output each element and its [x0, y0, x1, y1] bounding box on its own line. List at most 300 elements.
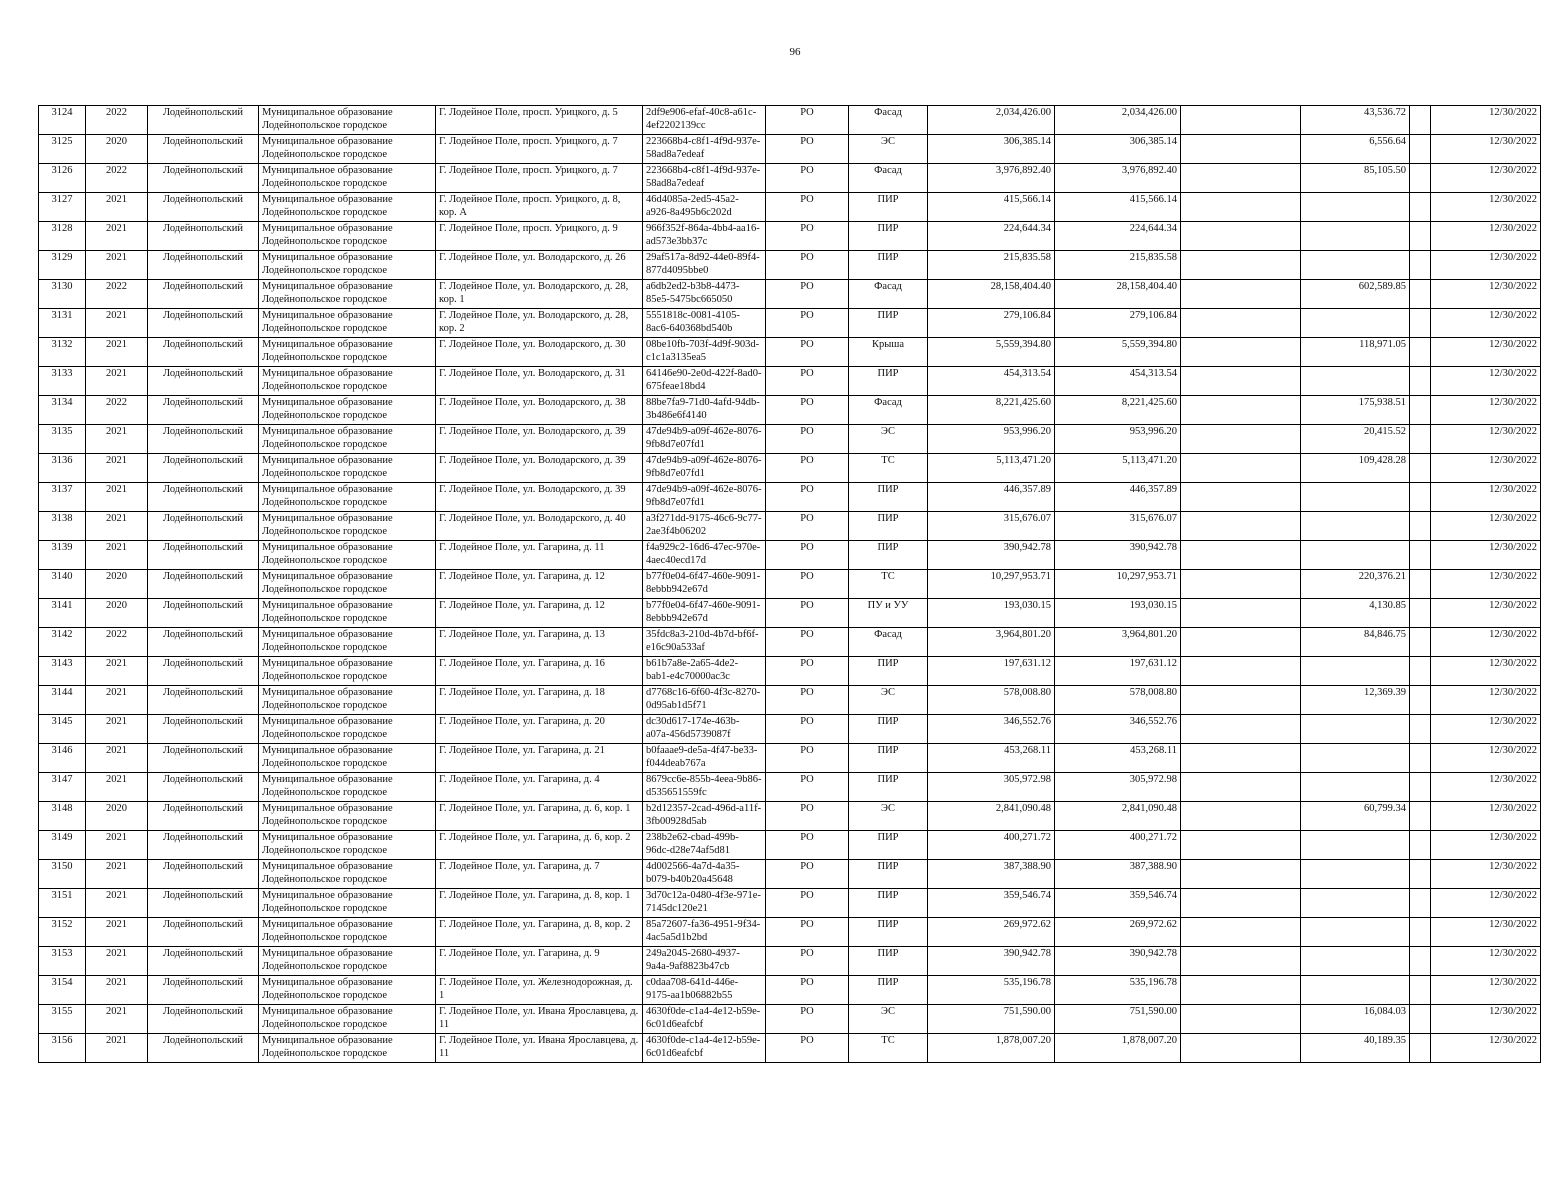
type-cell: [766, 657, 849, 686]
cost-cell: [928, 193, 1055, 222]
work-type-text: ПИР: [877, 861, 899, 872]
guid-text: 5551818c-0081-4105-8ac6-640368bd540b: [646, 310, 740, 334]
guid-text: b61b7a8e-2a65-4de2-bab1-e4c70000ac3c: [646, 658, 739, 682]
year-cell: [86, 889, 148, 918]
cost-total-text: 197,631.12: [1129, 658, 1177, 669]
row-number-cell: [39, 715, 86, 744]
type-cell: [766, 715, 849, 744]
fee-cell: [1301, 947, 1410, 976]
guid-cell: [643, 222, 766, 251]
work-type-cell: [849, 657, 928, 686]
district-cell: [148, 599, 259, 628]
work-type-cell: [849, 889, 928, 918]
cost-cell: [928, 773, 1055, 802]
cost-text: 315,676.07: [1003, 513, 1051, 524]
year-text: 2021: [106, 542, 127, 553]
cost-cell: [928, 512, 1055, 541]
date-cell: [1431, 454, 1541, 483]
district-text: Лодейнопольский: [162, 977, 244, 988]
type-cell: [766, 251, 849, 280]
date-text: 12/30/2022: [1489, 484, 1537, 495]
cost-total-text: 1,878,007.20: [1121, 1035, 1177, 1046]
empty-cell: [1181, 860, 1301, 889]
cost-total-text: 5,113,471.20: [1122, 455, 1177, 466]
cost-text: 305,972.98: [1003, 774, 1051, 785]
cost-text: 2,034,426.00: [995, 107, 1051, 118]
district-cell: [148, 947, 259, 976]
guid-text: 249a2045-2680-4937-9a4a-9af8823b47cb: [646, 948, 740, 972]
municipality-text: Муниципальное образование Лодейнопольское городское: [262, 310, 393, 334]
municipality-cell: [259, 396, 436, 425]
cost-cell: [928, 541, 1055, 570]
address-text: Г. Лодейное Поле, ул. Володарского, д. 30: [439, 339, 626, 350]
address-text: Г. Лодейное Поле, просп. Урицкого, д. 5: [439, 107, 618, 118]
fee-text: 6,556.64: [1369, 136, 1406, 147]
municipality-cell: [259, 454, 436, 483]
address-text: Г. Лодейное Поле, ул. Гагарина, д. 7: [439, 861, 600, 872]
address-cell: [436, 831, 643, 860]
type-text: РО: [800, 977, 814, 988]
address-text: Г. Лодейное Поле, ул. Володарского, д. 28, кор. 1: [439, 281, 629, 305]
empty-cell: [1181, 367, 1301, 396]
date-cell: [1431, 918, 1541, 947]
cost-cell: [928, 280, 1055, 309]
fee-cell: [1301, 251, 1410, 280]
cost-cell: [928, 396, 1055, 425]
municipality-text: Муниципальное образование Лодейнопольское городское: [262, 223, 393, 247]
year-cell: [86, 802, 148, 831]
fee-cell: [1301, 106, 1410, 135]
cost-text: 390,942.78: [1003, 542, 1051, 553]
address-text: Г. Лодейное Поле, просп. Урицкого, д. 8, кор. А: [439, 194, 621, 218]
fee-cell: [1301, 599, 1410, 628]
district-text: Лодейнопольский: [162, 368, 244, 379]
district-cell: [148, 773, 259, 802]
municipality-cell: [259, 628, 436, 657]
type-text: РО: [800, 774, 814, 785]
fee-cell: [1301, 889, 1410, 918]
year-text: 2021: [106, 223, 127, 234]
row-number-text: 3136: [51, 455, 73, 466]
fee-cell: [1301, 222, 1410, 251]
fee-cell: [1301, 193, 1410, 222]
empty-cell: [1181, 309, 1301, 338]
year-cell: [86, 1005, 148, 1034]
guid-cell: [643, 135, 766, 164]
address-cell: [436, 512, 643, 541]
cost-cell: [928, 309, 1055, 338]
work-type-cell: [849, 309, 928, 338]
year-text: 2021: [106, 1006, 127, 1017]
empty-cell: [1181, 396, 1301, 425]
year-text: 2022: [106, 107, 127, 118]
address-text: Г. Лодейное Поле, ул. Володарского, д. 39: [439, 426, 626, 437]
work-type-cell: [849, 1005, 928, 1034]
row-number-cell: [39, 251, 86, 280]
work-type-text: ПУ и УУ: [867, 600, 909, 611]
year-cell: [86, 512, 148, 541]
cost-total-cell: [1055, 454, 1181, 483]
district-cell: [148, 483, 259, 512]
municipality-text: Муниципальное образование Лодейнопольское городское: [262, 629, 393, 653]
cost-total-cell: [1055, 512, 1181, 541]
cost-total-text: 578,008.80: [1129, 687, 1177, 698]
row-number-text: 3147: [51, 774, 73, 785]
municipality-text: Муниципальное образование Лодейнопольское городское: [262, 397, 393, 421]
cost-total-cell: [1055, 686, 1181, 715]
fee-cell: [1301, 773, 1410, 802]
work-type-text: ПИР: [877, 658, 899, 669]
empty-cell: [1181, 628, 1301, 657]
date-text: 12/30/2022: [1489, 832, 1537, 843]
cost-total-cell: [1055, 135, 1181, 164]
year-text: 2021: [106, 484, 127, 495]
fee-cell: [1301, 1005, 1410, 1034]
table-row: [39, 1034, 1541, 1063]
row-number-cell: [39, 367, 86, 396]
row-number-text: 3152: [51, 919, 73, 930]
address-text: Г. Лодейное Поле, ул. Гагарина, д. 4: [439, 774, 600, 785]
cost-text: 578,008.80: [1003, 687, 1051, 698]
cost-cell: [928, 570, 1055, 599]
cost-total-text: 215,835.58: [1129, 252, 1177, 263]
row-number-text: 3144: [51, 687, 73, 698]
date-text: 12/30/2022: [1489, 861, 1537, 872]
year-cell: [86, 744, 148, 773]
cost-total-cell: [1055, 744, 1181, 773]
work-type-cell: [849, 512, 928, 541]
year-text: 2022: [106, 165, 127, 176]
table-row: [39, 251, 1541, 280]
cost-total-text: 751,590.00: [1129, 1006, 1177, 1017]
type-text: РО: [800, 890, 814, 901]
type-cell: [766, 889, 849, 918]
address-cell: [436, 889, 643, 918]
year-text: 2021: [106, 832, 127, 843]
empty-cell: [1181, 657, 1301, 686]
date-cell: [1431, 831, 1541, 860]
empty-cell: [1181, 889, 1301, 918]
municipality-cell: [259, 1005, 436, 1034]
empty-cell: [1181, 831, 1301, 860]
row-number-text: 3148: [51, 803, 73, 814]
row-number-text: 3145: [51, 716, 73, 727]
district-text: Лодейнопольский: [162, 658, 244, 669]
year-text: 2022: [106, 397, 127, 408]
address-text: Г. Лодейное Поле, ул. Володарского, д. 38: [439, 397, 626, 408]
guid-cell: [643, 599, 766, 628]
cost-text: 1,878,007.20: [995, 1035, 1051, 1046]
date-cell: [1431, 193, 1541, 222]
spacer-cell: [1410, 715, 1431, 744]
address-text: Г. Лодейное Поле, ул. Гагарина, д. 20: [439, 716, 605, 727]
year-text: 2021: [106, 426, 127, 437]
guid-cell: [643, 425, 766, 454]
empty-cell: [1181, 222, 1301, 251]
guid-text: 8679cc6e-855b-4eea-9b86-d535651559fc: [646, 774, 762, 798]
municipality-cell: [259, 222, 436, 251]
cost-total-cell: [1055, 396, 1181, 425]
type-text: РО: [800, 455, 814, 466]
row-number-cell: [39, 425, 86, 454]
work-type-text: Крыша: [871, 339, 905, 350]
cost-text: 5,559,394.80: [995, 339, 1051, 350]
date-cell: [1431, 570, 1541, 599]
date-text: 12/30/2022: [1489, 571, 1537, 582]
type-text: РО: [800, 194, 814, 205]
date-text: 12/30/2022: [1489, 339, 1537, 350]
district-text: Лодейнопольский: [162, 687, 244, 698]
address-cell: [436, 628, 643, 657]
table-row: [39, 686, 1541, 715]
address-cell: [436, 599, 643, 628]
cost-total-cell: [1055, 976, 1181, 1005]
municipality-text: Муниципальное образование Лодейнопольское городское: [262, 977, 393, 1001]
guid-text: 08be10fb-703f-4d9f-903d-c1c1a3135ea5: [646, 339, 760, 363]
date-text: 12/30/2022: [1489, 368, 1537, 379]
date-cell: [1431, 280, 1541, 309]
spacer-cell: [1410, 831, 1431, 860]
district-cell: [148, 1034, 259, 1063]
cost-total-cell: [1055, 106, 1181, 135]
row-number-text: 3135: [51, 426, 73, 437]
district-cell: [148, 338, 259, 367]
year-cell: [86, 280, 148, 309]
cost-total-text: 224,644.34: [1129, 223, 1177, 234]
spacer-cell: [1410, 309, 1431, 338]
municipality-cell: [259, 541, 436, 570]
work-type-text: ТС: [881, 571, 895, 582]
address-text: Г. Лодейное Поле, ул. Гагарина, д. 18: [439, 687, 605, 698]
guid-text: b77f0e04-6f47-460e-9091-8ebbb942e67d: [646, 600, 761, 624]
fee-cell: [1301, 135, 1410, 164]
fee-cell: [1301, 483, 1410, 512]
date-text: 12/30/2022: [1489, 977, 1537, 988]
date-text: 12/30/2022: [1489, 136, 1537, 147]
municipality-cell: [259, 947, 436, 976]
page-number: 96: [789, 46, 801, 58]
cost-cell: [928, 947, 1055, 976]
fee-text: 602,589.85: [1358, 281, 1406, 292]
address-cell: [436, 860, 643, 889]
fee-cell: [1301, 976, 1410, 1005]
district-text: Лодейнопольский: [162, 513, 244, 524]
municipality-text: Муниципальное образование Лодейнопольское городское: [262, 571, 393, 595]
row-number-text: 3153: [51, 948, 73, 959]
year-cell: [86, 396, 148, 425]
date-cell: [1431, 947, 1541, 976]
work-type-text: ЭС: [881, 803, 895, 814]
spacer-cell: [1410, 918, 1431, 947]
date-text: 12/30/2022: [1489, 194, 1537, 205]
guid-text: a6db2ed2-b3b8-4473-85e5-5475bc665050: [646, 281, 740, 305]
district-cell: [148, 251, 259, 280]
cost-total-text: 387,388.90: [1129, 861, 1177, 872]
work-type-cell: [849, 454, 928, 483]
type-cell: [766, 976, 849, 1005]
year-cell: [86, 657, 148, 686]
date-cell: [1431, 135, 1541, 164]
municipality-text: Муниципальное образование Лодейнопольское городское: [262, 484, 393, 508]
address-cell: [436, 367, 643, 396]
municipality-cell: [259, 280, 436, 309]
date-text: 12/30/2022: [1489, 426, 1537, 437]
type-text: РО: [800, 310, 814, 321]
year-text: 2021: [106, 1035, 127, 1046]
address-cell: [436, 1005, 643, 1034]
table-body: [39, 106, 1541, 1063]
guid-text: 4630f0de-c1a4-4e12-b59e-6c01d6eafcbf: [646, 1006, 761, 1030]
cost-text: 28,158,404.40: [990, 281, 1051, 292]
address-cell: [436, 338, 643, 367]
year-text: 2021: [106, 745, 127, 756]
district-text: Лодейнопольский: [162, 223, 244, 234]
cost-total-cell: [1055, 164, 1181, 193]
cost-cell: [928, 744, 1055, 773]
municipality-text: Муниципальное образование Лодейнопольское городское: [262, 368, 393, 392]
address-cell: [436, 483, 643, 512]
year-cell: [86, 164, 148, 193]
work-type-text: ЭС: [881, 426, 895, 437]
date-text: 12/30/2022: [1489, 658, 1537, 669]
cost-text: 193,030.15: [1003, 600, 1051, 611]
spacer-cell: [1410, 657, 1431, 686]
guid-text: b0faaae9-de5a-4f47-be33-f044deab767a: [646, 745, 758, 769]
table-row: [39, 947, 1541, 976]
cost-cell: [928, 889, 1055, 918]
type-text: РО: [800, 629, 814, 640]
row-number-cell: [39, 947, 86, 976]
municipality-cell: [259, 976, 436, 1005]
date-cell: [1431, 1034, 1541, 1063]
spacer-cell: [1410, 483, 1431, 512]
fee-cell: [1301, 425, 1410, 454]
municipality-cell: [259, 251, 436, 280]
empty-cell: [1181, 541, 1301, 570]
cost-total-cell: [1055, 657, 1181, 686]
fee-cell: [1301, 309, 1410, 338]
empty-cell: [1181, 976, 1301, 1005]
cost-total-cell: [1055, 715, 1181, 744]
guid-cell: [643, 686, 766, 715]
date-cell: [1431, 976, 1541, 1005]
row-number-cell: [39, 744, 86, 773]
work-type-cell: [849, 1034, 928, 1063]
type-text: РО: [800, 1006, 814, 1017]
type-text: РО: [800, 571, 814, 582]
empty-cell: [1181, 802, 1301, 831]
district-cell: [148, 976, 259, 1005]
table-row: [39, 483, 1541, 512]
work-type-text: ТС: [881, 455, 895, 466]
district-text: Лодейнопольский: [162, 1006, 244, 1017]
cost-cell: [928, 106, 1055, 135]
table-row: [39, 396, 1541, 425]
cost-total-cell: [1055, 541, 1181, 570]
table-row: [39, 425, 1541, 454]
address-cell: [436, 1034, 643, 1063]
district-text: Лодейнопольский: [162, 136, 244, 147]
spacer-cell: [1410, 454, 1431, 483]
district-text: Лодейнопольский: [162, 571, 244, 582]
spacer-cell: [1410, 947, 1431, 976]
municipality-text: Муниципальное образование Лодейнопольское городское: [262, 919, 393, 943]
type-text: РО: [800, 223, 814, 234]
municipality-cell: [259, 570, 436, 599]
year-cell: [86, 686, 148, 715]
table-row: [39, 889, 1541, 918]
district-text: Лодейнопольский: [162, 774, 244, 785]
type-text: РО: [800, 165, 814, 176]
date-text: 12/30/2022: [1489, 165, 1537, 176]
address-text: Г. Лодейное Поле, ул. Володарского, д. 28, кор. 2: [439, 310, 629, 334]
row-number-cell: [39, 164, 86, 193]
guid-text: dc30d617-174e-463b-a07a-456d5739087f: [646, 716, 740, 740]
cost-total-text: 346,552.76: [1129, 716, 1177, 727]
cost-cell: [928, 1034, 1055, 1063]
guid-cell: [643, 773, 766, 802]
cost-total-cell: [1055, 280, 1181, 309]
cost-cell: [928, 425, 1055, 454]
address-text: Г. Лодейное Поле, ул. Гагарина, д. 11: [439, 542, 605, 553]
fee-cell: [1301, 164, 1410, 193]
row-number-text: 3142: [51, 629, 73, 640]
year-text: 2020: [106, 136, 127, 147]
work-type-text: ПИР: [877, 194, 899, 205]
address-cell: [436, 193, 643, 222]
date-text: 12/30/2022: [1489, 107, 1537, 118]
address-text: Г. Лодейное Поле, ул. Володарского, д. 39: [439, 484, 626, 495]
district-cell: [148, 860, 259, 889]
cost-total-cell: [1055, 947, 1181, 976]
municipality-cell: [259, 164, 436, 193]
row-number-cell: [39, 483, 86, 512]
type-text: РО: [800, 339, 814, 350]
address-cell: [436, 309, 643, 338]
address-cell: [436, 744, 643, 773]
date-text: 12/30/2022: [1489, 397, 1537, 408]
cost-cell: [928, 367, 1055, 396]
date-cell: [1431, 367, 1541, 396]
year-cell: [86, 976, 148, 1005]
district-cell: [148, 367, 259, 396]
spacer-cell: [1410, 280, 1431, 309]
municipality-cell: [259, 483, 436, 512]
cost-cell: [928, 338, 1055, 367]
district-text: Лодейнопольский: [162, 832, 244, 843]
empty-cell: [1181, 483, 1301, 512]
date-cell: [1431, 512, 1541, 541]
type-text: РО: [800, 861, 814, 872]
district-text: Лодейнопольский: [162, 194, 244, 205]
type-cell: [766, 367, 849, 396]
fee-text: 43,536.72: [1364, 107, 1406, 118]
cost-cell: [928, 454, 1055, 483]
date-cell: [1431, 309, 1541, 338]
district-cell: [148, 831, 259, 860]
address-cell: [436, 947, 643, 976]
spacer-cell: [1410, 396, 1431, 425]
cost-total-cell: [1055, 860, 1181, 889]
cost-total-cell: [1055, 483, 1181, 512]
year-cell: [86, 425, 148, 454]
district-text: Лодейнопольский: [162, 310, 244, 321]
municipality-text: Муниципальное образование Лодейнопольское городское: [262, 513, 393, 537]
cost-total-text: 28,158,404.40: [1116, 281, 1177, 292]
cost-text: 535,196.78: [1003, 977, 1051, 988]
row-number-cell: [39, 512, 86, 541]
district-text: Лодейнопольский: [162, 542, 244, 553]
